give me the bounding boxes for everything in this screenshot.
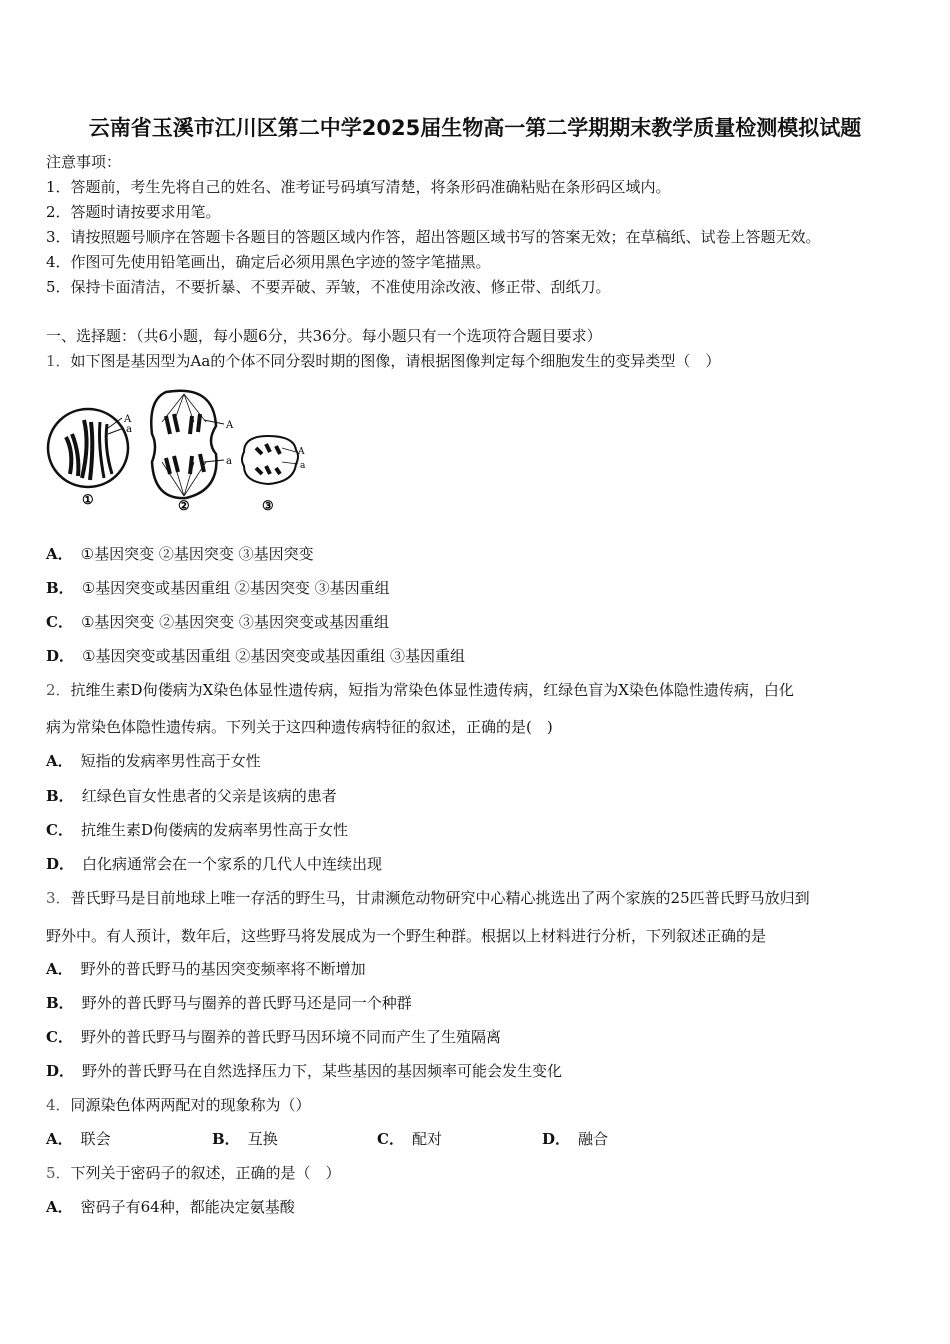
question-number: 5．	[46, 1164, 71, 1182]
question-number: 2．	[46, 681, 71, 699]
q4-option-d[interactable]: D． 融合	[542, 1130, 609, 1148]
figure-label-a: a	[126, 424, 132, 435]
notice-item-2: 2．答题时请按要求用笔。	[46, 203, 221, 221]
q2-option-c[interactable]: C． 抗维生素D佝偻病的发病率男性高于女性	[46, 821, 348, 839]
figure-label-A: A	[124, 414, 132, 425]
notice-item-4: 4．作图可先使用铅笔画出，确定后必须用黑色字迹的签字笔描黑。	[46, 253, 491, 271]
question-text: 同源染色体两两配对的现象称为（）	[70, 1096, 311, 1114]
figure-label-a-2: a	[226, 456, 232, 467]
question-number: 4．	[46, 1096, 71, 1114]
cell-division-figure	[44, 382, 314, 516]
question-text-line1: 抗维生素D佝偻病为X染色体显性遗传病，短指为常染色体显性遗传病，红绿色盲为X染色体隐性遗传病，白化	[70, 681, 794, 699]
question-3-line2: 野外中。有人预计，数年后，这些野马将发展成为一个野生种群。根据以上材料进行分析，下列叙述正确的是	[46, 927, 767, 945]
figure-label-3: ③	[262, 499, 274, 514]
q3-option-b[interactable]: B． 野外的普氏野马与圈养的普氏野马还是同一个种群	[46, 994, 412, 1012]
figure-label-2: ②	[178, 499, 190, 514]
q1-option-a[interactable]: A． ①基因突变 ②基因突变 ③基因突变	[46, 545, 314, 563]
q2-option-d[interactable]: D． 白化病通常会在一个家系的几代人中连续出现	[46, 855, 383, 873]
cell-2-diagram	[151, 391, 234, 514]
notice-heading: 注意事项：	[46, 153, 122, 171]
notice-item-3: 3．请按照题号顺序在答题卡各题目的答题区域内作答，超出答题区域书写的答案无效；在草稿纸、试卷上答题无效。	[46, 228, 821, 246]
figure-label-A-2: A	[226, 420, 234, 431]
q5-option-a[interactable]: A． 密码子有64种，都能决定氨基酸	[46, 1198, 295, 1216]
cell-3-diagram	[242, 436, 306, 514]
q3-option-d[interactable]: D． 野外的普氏野马在自然选择压力下，某些基因的基因频率可能会发生变化	[46, 1062, 563, 1080]
question-number: 3．	[46, 889, 71, 907]
question-1	[46, 350, 720, 372]
figure-label-A-3: A	[298, 447, 305, 457]
question-text: 如下图是基因型为Aa的个体不同分裂时期的图像，请根据图像判定每个细胞发生的变异类型（ ）	[70, 352, 721, 370]
question-3	[46, 887, 810, 909]
notice-item-5: 5．保持卡面清洁，不要折暴、不要弄破、弄皱，不准使用涂改液、修正带、刮纸刀。	[46, 278, 611, 296]
q3-option-a[interactable]: A． 野外的普氏野马的基因突变频率将不断增加	[46, 960, 366, 978]
question-text-line1: 普氏野马是目前地球上唯一存活的野生马，甘肃濒危动物研究中心精心挑选出了两个家族的25匹普氏野马放归到	[70, 889, 810, 907]
figure-label-a-3: a	[300, 461, 306, 471]
q1-option-b[interactable]: B． ①基因突变或基因重组 ②基因突变 ③基因重组	[46, 579, 390, 597]
question-number: 1．	[46, 352, 71, 370]
notice-item-1: 1．答题前，考生先将自己的姓名、准考证号码填写清楚，将条形码准确粘贴在条形码区域内。	[46, 178, 671, 196]
q4-option-b[interactable]: B． 互换	[212, 1130, 278, 1148]
figure-label-1: ①	[82, 493, 94, 508]
q4-option-a[interactable]: A． 联会	[46, 1130, 111, 1148]
question-5	[46, 1162, 341, 1184]
q2-option-b[interactable]: B． 红绿色盲女性患者的父亲是该病的患者	[46, 787, 337, 805]
q2-option-a[interactable]: A． 短指的发病率男性高于女性	[46, 752, 261, 770]
section-1-heading: 一、选择题：（共6小题，每小题6分，共36分。每小题只有一个选项符合题目要求）	[46, 327, 602, 345]
question-2-line2: 病为常染色体隐性遗传病。下列关于这四种遗传病特征的叙述，正确的是( )	[46, 718, 553, 736]
cell-1-diagram	[48, 409, 132, 508]
q4-option-c[interactable]: C． 配对	[377, 1130, 442, 1148]
q3-option-c[interactable]: C． 野外的普氏野马与圈养的普氏野马因环境不同而产生了生殖隔离	[46, 1028, 501, 1046]
exam-title: 云南省玉溪市江川区第二中学2025届生物高一第二学期期末教学质量检测模拟试题	[88, 116, 862, 140]
question-text: 下列关于密码子的叙述，正确的是（ ）	[70, 1164, 341, 1182]
question-4	[46, 1094, 311, 1116]
question-2	[46, 679, 794, 701]
q1-option-c[interactable]: C． ①基因突变 ②基因突变 ③基因突变或基因重组	[46, 613, 389, 631]
q1-option-d[interactable]: D． ①基因突变或基因重组 ②基因突变或基因重组 ③基因重组	[46, 647, 466, 665]
